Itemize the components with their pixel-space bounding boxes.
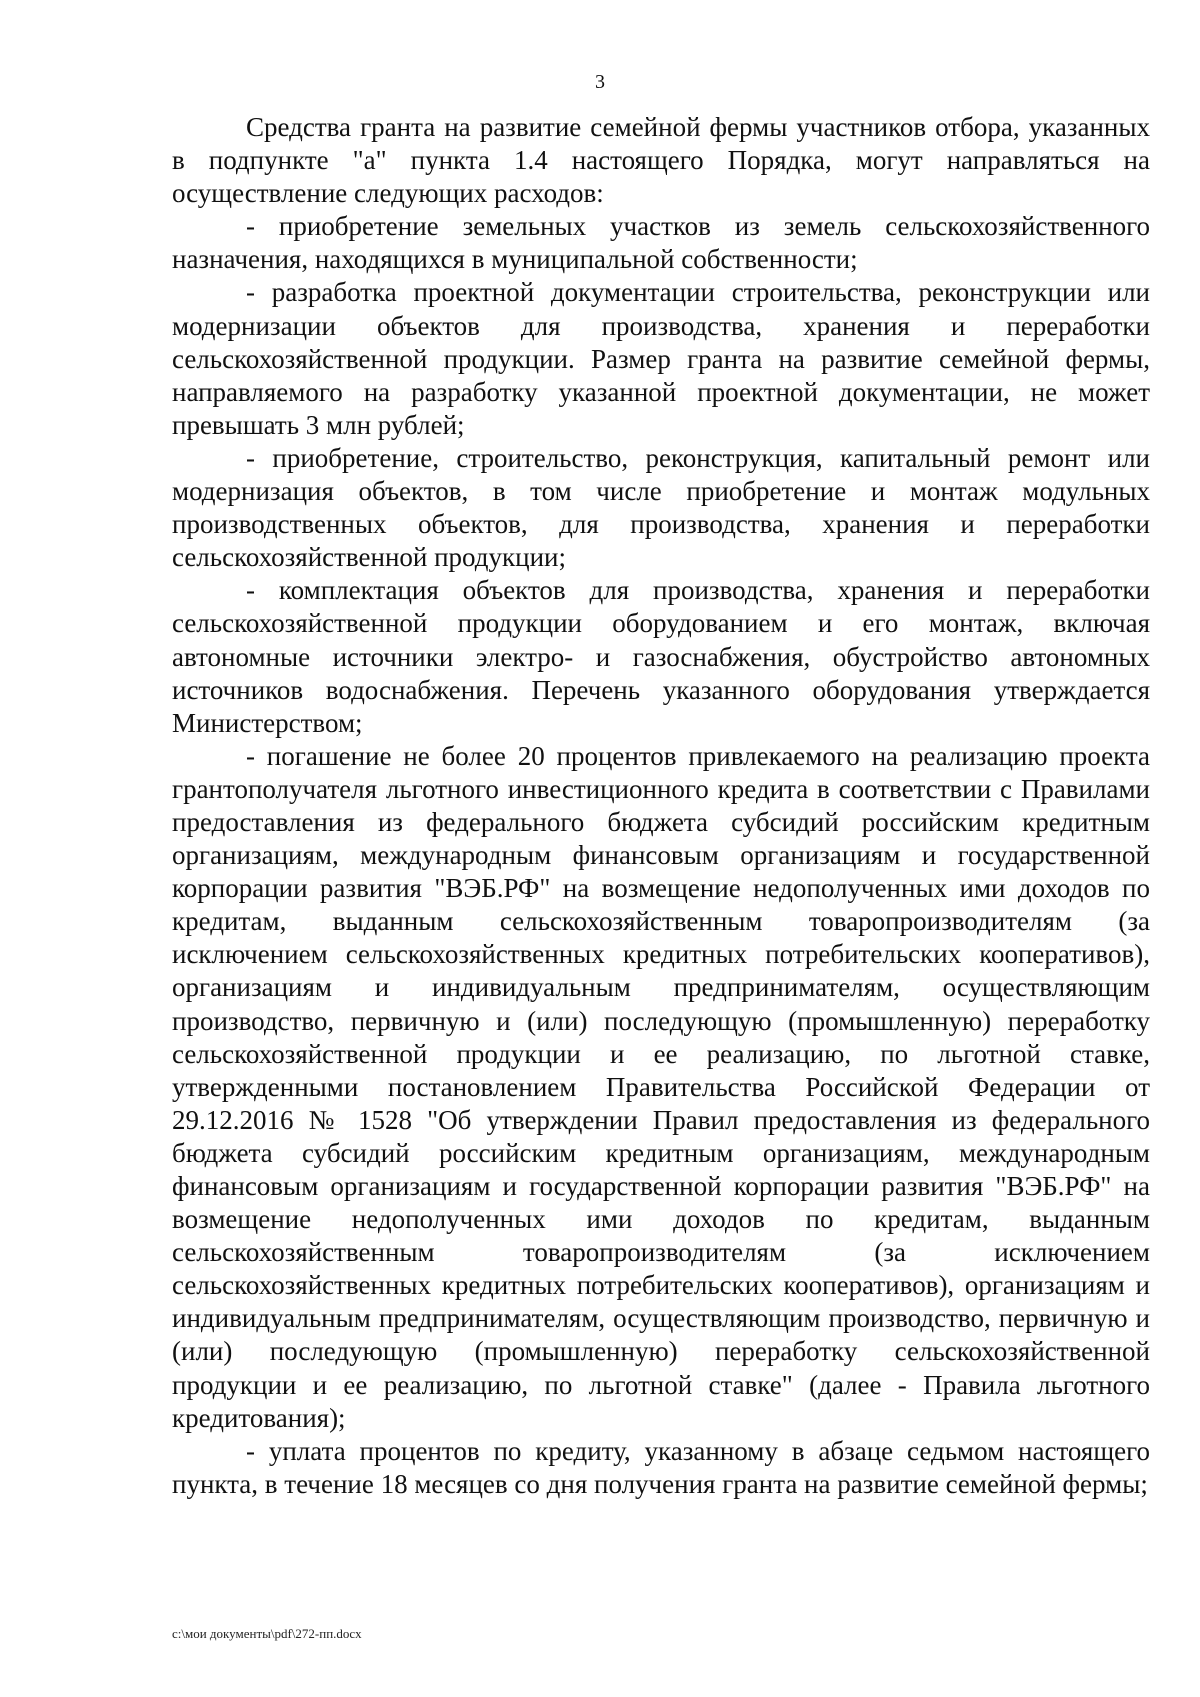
footer-file-path: c:\мои документы\pdf\272-пп.docx	[172, 1626, 362, 1641]
paragraph-equipment: - комплектация объектов для производства, хранения и переработки сельскохозяйственной продукции оборудованием и его монтаж, включая автономные источники электро- и газоснабжения, обустройство автономных источников водоснабжения. Перечень указанного оборудования утверждается Министерством;	[172, 575, 1150, 738]
document-body	[172, 111, 1150, 1501]
paragraph-loan-repayment: - погашение не более 20 процентов привлекаемого на реализацию проекта грантополучателя льготного инвестиционного кредита в соответствии с Правилами предоставления из федерального бюджета субсидий российским кредитным организациям, международным финансовым организациям и государственной корпорации развития "ВЭБ.РФ" на возмещение недополученных ими доходов по кредитам, выданным сельскохозяйственным товаропроизводителям (за исключением сельскохозяйственных кредитных потребительских кооперативов), организациям и индивидуальным предпринимателям, осуществляющим производство, первичную и (или) последующую (промышленную) переработку сельскохозяйственной продукции и ее реализацию, по льготной ставке, утвержденными постановлением Правительства Российской Федерации от 29.12.2016 № 1528 "Об утверждении Правил предоставления из федерального бюджета субсидий российским кредитным организациям, международным финансовым организациям и государственной корпорации развития "ВЭБ.РФ" на возмещение недополученных ими доходов по кредитам, выданным сельскохозяйственным товаропроизводителям (за исключением сельскохозяйственных кредитных потребительских кооперативов), организациям и индивидуальным предпринимателям, осуществляющим производство, первичную и (или) последующую (промышленную) переработку сельскохозяйственной продукции и ее реализацию, по льготной ставке" (далее - Правила льготного кредитования);	[172, 740, 1150, 1433]
paragraph-interest-payment: - уплата процентов по кредиту, указанному в абзаце седьмом настоящего пункта, в течение 18 месяцев со дня получения гранта на развитие семейной фермы;	[172, 1435, 1150, 1499]
paragraph-construction: - приобретение, строительство, реконструкция, капитальный ремонт или модернизация объектов, в том числе приобретение и монтаж модульных производственных объектов, для производства, хранения и переработки сельскохозяйственной продукции;	[172, 442, 1150, 573]
paragraph-land-purchase: - приобретение земельных участков из земель сельскохозяйственного назначения, находящихся в муниципальной собственности;	[172, 211, 1150, 275]
paragraph-intro: Средства гранта на развитие семейной фермы участников отбора, указанных в подпункте "а" пункта 1.4 настоящего Порядка, могут направляться на осуществление следующих расходов:	[172, 112, 1150, 209]
paragraph-project-documentation: - разработка проектной документации строительства, реконструкции или модернизации объектов для производства, хранения и переработки сельскохозяйственной продукции. Размер гранта на развитие семейной фермы, направляемого на разработку указанной проектной документации, не может превышать 3 млн рублей;	[172, 277, 1150, 440]
page-number: 3	[595, 71, 605, 93]
